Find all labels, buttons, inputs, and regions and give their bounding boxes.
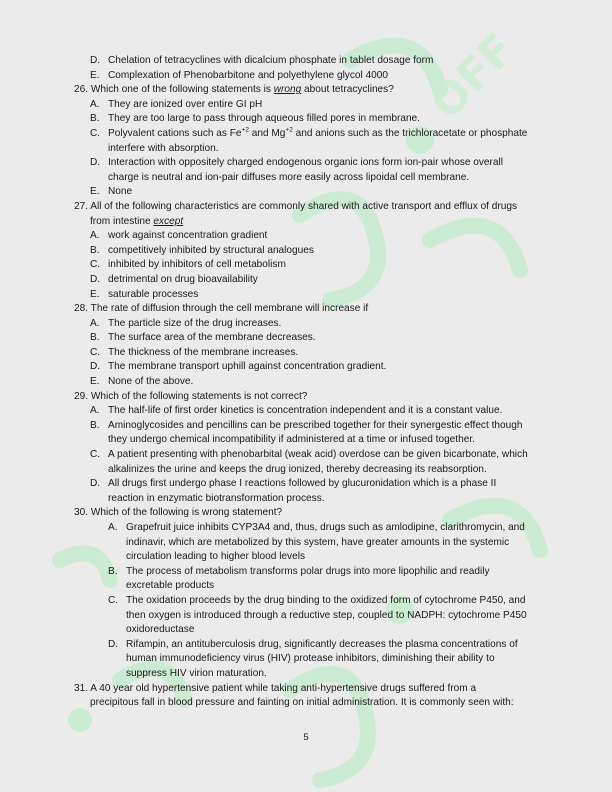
option-text-part: and anions such as the trichloracetate or phosphate bbox=[292, 127, 528, 139]
line-text: 30. Which of the following is wrong statement? bbox=[74, 507, 283, 519]
option-label: A. bbox=[90, 230, 100, 242]
option-label: D. bbox=[90, 361, 101, 373]
option-line bbox=[0, 156, 612, 171]
option-text-part: Interaction with oppositely charged endogenous organic ions form ion-pair whose overall bbox=[108, 157, 504, 169]
option-label: E. bbox=[90, 376, 100, 388]
option-text-part: Complexation of Phenobarbitone and polyethylene glycol 4000 bbox=[108, 69, 389, 81]
line-text: charge is neutral and ion-pair diffuses more easily across lipoidal cell membrane. bbox=[108, 171, 470, 183]
option-line bbox=[0, 69, 612, 84]
option-label: A. bbox=[90, 98, 100, 110]
question-line bbox=[0, 506, 612, 521]
continuation-line bbox=[0, 142, 612, 157]
option-text-part: saturable processes bbox=[108, 288, 199, 300]
line-text: about tetracyclines? bbox=[301, 84, 394, 96]
continuation-line bbox=[0, 171, 612, 186]
option-text bbox=[108, 448, 528, 463]
line-text: indinavir, which are metabolized by this system, have greater amounts in the systemic bbox=[126, 536, 510, 548]
line-text: then oxygen is introduced through a reductive step, coupled to NADPH: cytochrome P450 bbox=[126, 609, 527, 621]
option-label: A. bbox=[90, 405, 100, 417]
option-text bbox=[108, 419, 522, 434]
option-label: C. bbox=[90, 127, 101, 139]
option-text bbox=[108, 156, 503, 171]
option-text-part: The thickness of the membrane increases. bbox=[108, 346, 299, 358]
option-label: C. bbox=[90, 259, 101, 271]
option-line bbox=[0, 112, 612, 127]
option-line bbox=[0, 346, 612, 361]
line-text: 28. The rate of diffusion through the cell membrane will increase if bbox=[74, 303, 369, 315]
continuation-line bbox=[0, 433, 612, 448]
line-text: human immunodeficiency virus (HIV) protease inhibitors, diminishing their ability to bbox=[126, 653, 495, 665]
option-text-part: The oxidation proceeds by the drug binding to the oxidized form of cytochrome P450, and bbox=[126, 594, 526, 606]
option-text bbox=[108, 404, 502, 419]
option-text-part: The membrane transport uphill against concentration gradient. bbox=[108, 361, 387, 373]
option-text bbox=[108, 375, 193, 390]
option-text-part: Polyvalent cations such as Fe bbox=[108, 127, 242, 139]
question-line bbox=[0, 682, 612, 697]
option-label: E. bbox=[90, 186, 100, 198]
option-text-part: The surface area of the membrane decreases. bbox=[108, 332, 316, 344]
option-line bbox=[0, 565, 612, 580]
option-text bbox=[108, 477, 496, 492]
continuation-line bbox=[0, 463, 612, 478]
line-text: 27. All of the following characteristics are commonly shared with active transport and efflux of drugs bbox=[74, 200, 518, 212]
option-label: D. bbox=[90, 157, 101, 169]
option-text-part: They are too large to pass through aqueous filled pores in membrane. bbox=[108, 113, 420, 125]
option-label: B. bbox=[90, 113, 100, 125]
option-label: D. bbox=[90, 55, 101, 66]
option-label: C. bbox=[90, 346, 101, 358]
continuation-line bbox=[0, 623, 612, 638]
emphasis-word: except bbox=[153, 215, 184, 227]
option-text-part: and Mg bbox=[248, 127, 286, 139]
option-line bbox=[0, 638, 612, 653]
option-label: D. bbox=[90, 478, 101, 490]
option-line bbox=[0, 477, 612, 492]
option-line bbox=[0, 229, 612, 244]
option-text bbox=[108, 244, 314, 259]
page-number: 5 bbox=[303, 732, 309, 743]
option-text bbox=[126, 521, 525, 536]
superscript: +2 bbox=[241, 126, 249, 134]
option-text-part: They are ionized over entire GI pH bbox=[108, 98, 263, 110]
option-text bbox=[126, 594, 526, 609]
option-text bbox=[108, 258, 286, 273]
line-text: 29. Which of the following statements is not correct? bbox=[74, 390, 308, 402]
option-line bbox=[0, 54, 612, 69]
continuation-line bbox=[0, 215, 612, 230]
line-text: 31. A 40 year old hypertensive patient while taking anti-hypertensive drugs suffered from a bbox=[74, 682, 477, 694]
option-line bbox=[0, 419, 612, 434]
option-text bbox=[108, 273, 258, 288]
line-text: excretable products bbox=[126, 580, 215, 592]
option-text-part: detrimental on drug bioavailability bbox=[108, 273, 258, 285]
option-label: D. bbox=[108, 638, 119, 650]
option-label: E. bbox=[90, 288, 100, 300]
option-label: B. bbox=[90, 419, 100, 431]
option-label: E. bbox=[90, 69, 100, 81]
option-text bbox=[108, 360, 386, 375]
option-label: B. bbox=[90, 244, 100, 256]
question-line bbox=[0, 83, 612, 98]
line-text: alkalinizes the urine and keeps the drug ionized, thereby decreasing its reabsorption. bbox=[108, 463, 487, 475]
option-text-part: Grapefruit juice inhibits CYP3A4 and, thus, drugs such as amlodipine, clarithromycin, and bbox=[126, 522, 525, 533]
question-line bbox=[0, 302, 612, 317]
continuation-line bbox=[0, 696, 612, 711]
continuation-line bbox=[0, 652, 612, 667]
line-text: precipitous fall in blood pressure and fainting on initial administration. It is commonly seen with: bbox=[90, 697, 514, 709]
question-line bbox=[0, 390, 612, 405]
document-body bbox=[0, 54, 612, 711]
option-text bbox=[126, 638, 518, 653]
option-line bbox=[0, 244, 612, 259]
option-text-part: work against concentration gradient bbox=[108, 230, 268, 242]
question-line bbox=[0, 200, 612, 215]
option-line bbox=[0, 331, 612, 346]
option-line bbox=[0, 594, 612, 609]
option-line bbox=[0, 185, 612, 200]
option-text bbox=[108, 69, 388, 84]
option-text bbox=[108, 112, 420, 127]
option-label: C. bbox=[90, 449, 101, 461]
option-line bbox=[0, 448, 612, 463]
option-text bbox=[108, 127, 527, 142]
option-label: D. bbox=[90, 273, 101, 285]
option-label: A. bbox=[90, 317, 100, 329]
option-text bbox=[108, 288, 198, 303]
option-text-part: None bbox=[108, 186, 133, 198]
option-text-part: Aminoglycosides and pencillins can be prescribed together for their synergestic effect though bbox=[108, 419, 523, 431]
option-text bbox=[108, 317, 281, 332]
option-text-part: All drugs first undergo phase I reactions followed by glucuronidation which is a phase II bbox=[108, 478, 497, 490]
option-label: A. bbox=[108, 522, 118, 533]
continuation-line bbox=[0, 609, 612, 624]
option-line bbox=[0, 258, 612, 273]
line-text: oxidoreductase bbox=[126, 624, 195, 636]
option-text bbox=[108, 98, 262, 113]
line-text: suppress HIV virion maturation. bbox=[126, 667, 267, 679]
option-text-part: competitively inhibited by structural analogues bbox=[108, 244, 314, 256]
continuation-line bbox=[0, 492, 612, 507]
option-text bbox=[108, 54, 433, 69]
option-line bbox=[0, 98, 612, 113]
line-text: circulation leading to higher blood levels bbox=[126, 551, 305, 563]
continuation-line bbox=[0, 667, 612, 682]
line-text: they undergo chemical incompatibility if administered at a time or infused together. bbox=[108, 434, 475, 446]
option-text bbox=[108, 229, 267, 244]
option-line bbox=[0, 375, 612, 390]
option-line bbox=[0, 317, 612, 332]
continuation-line bbox=[0, 536, 612, 551]
option-text bbox=[108, 185, 132, 200]
option-text-part: The process of metabolism transforms polar drugs into more lipophilic and readily bbox=[126, 565, 490, 577]
svg-text:OFF: OFF bbox=[420, 23, 526, 129]
option-text-part: inhibited by inhibitors of cell metabolism bbox=[108, 259, 286, 271]
option-line bbox=[0, 521, 612, 536]
continuation-line bbox=[0, 579, 612, 594]
line-text: 26. Which one of the following statements is bbox=[74, 84, 274, 96]
option-line bbox=[0, 360, 612, 375]
option-text bbox=[108, 331, 316, 346]
continuation-line bbox=[0, 550, 612, 565]
option-line bbox=[0, 404, 612, 419]
option-text bbox=[108, 346, 298, 361]
option-line bbox=[0, 288, 612, 303]
line-text: from intestine bbox=[90, 215, 154, 227]
option-text-part: Rifampin, an antituberculosis drug, significantly decreases the plasma concentrations of bbox=[126, 638, 518, 650]
option-text-part: Chelation of tetracyclines with dicalcium phosphate in tablet dosage form bbox=[108, 55, 434, 66]
option-label: C. bbox=[108, 594, 119, 606]
option-text bbox=[126, 565, 490, 580]
line-text: interfere with absorption. bbox=[108, 142, 219, 154]
option-label: B. bbox=[108, 565, 118, 577]
option-text-part: The half-life of first order kinetics is concentration independent and it is a constant value. bbox=[108, 405, 503, 417]
option-line bbox=[0, 127, 612, 142]
emphasis-word: wrong bbox=[273, 84, 302, 96]
line-text: reaction in enzymatic biotransformation process. bbox=[108, 492, 325, 504]
option-line bbox=[0, 273, 612, 288]
option-text-part: None of the above. bbox=[108, 376, 194, 388]
option-label: B. bbox=[90, 332, 100, 344]
superscript: +2 bbox=[285, 126, 293, 134]
option-text-part: The particle size of the drug increases. bbox=[108, 317, 282, 329]
option-text-part: A patient presenting with phenobarbital (weak acid) overdose can be given bicarbonate, which bbox=[108, 449, 528, 461]
